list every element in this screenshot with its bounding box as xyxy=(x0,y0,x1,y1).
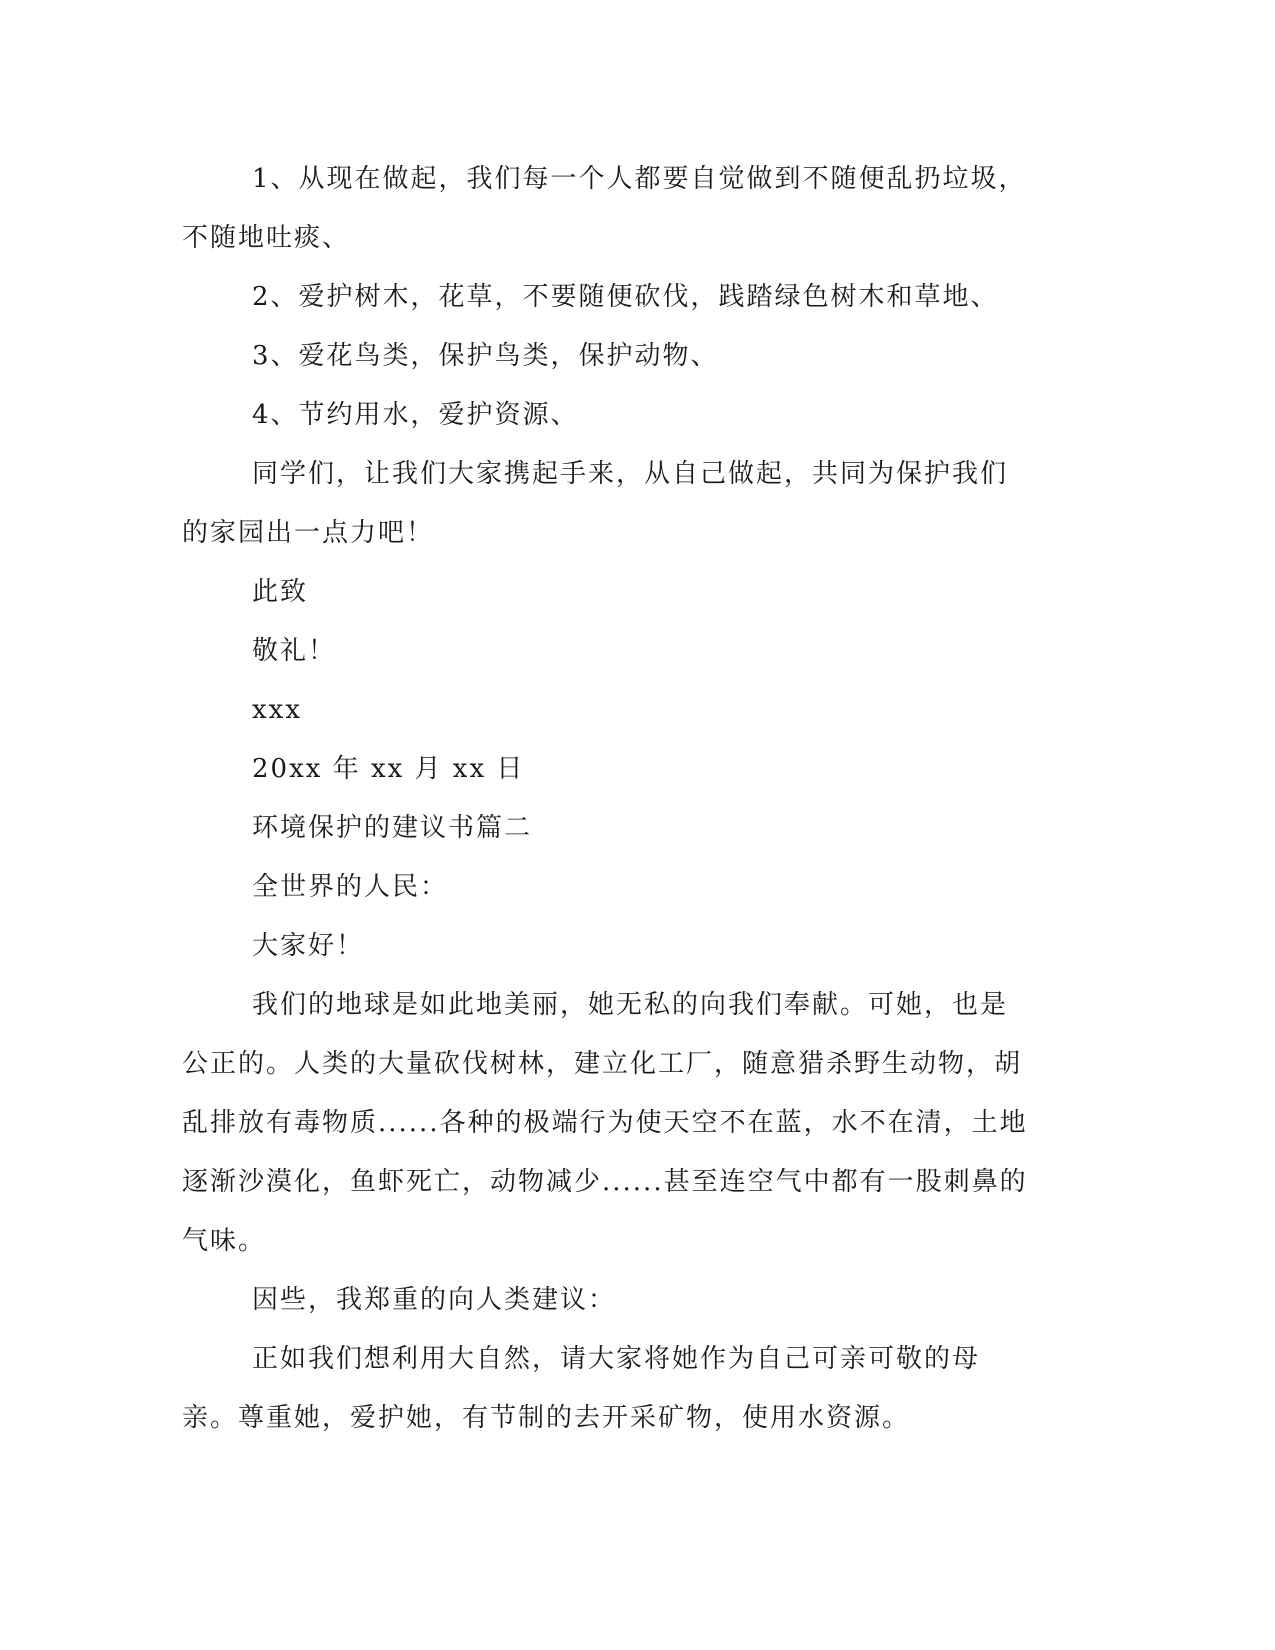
greeting-recipient: 全世界的人民： xyxy=(252,872,449,902)
signature-date: 20xx 年 xx 月 xx 日 xyxy=(252,754,525,784)
paragraph-item-1: 1、从现在做起，我们每一个人都要自觉做到不随便乱扔垃圾，不随地吐痰、 xyxy=(182,164,1027,253)
paragraph-call-to-action: 同学们，让我们大家携起手来，从自己做起，共同为保护我们的家园出一点力吧！ xyxy=(182,459,1009,548)
signature-name: xxx xyxy=(252,695,302,725)
document-page xyxy=(182,150,1034,1448)
paragraph-proposal-body: 正如我们想利用大自然，请大家将她作为自己可亲可敬的母亲。尊重她，爱护她，有节制的去开采矿物，使用水资源。 xyxy=(182,1344,981,1433)
paragraph-item-3: 3、爱花鸟类，保护鸟类，保护动物、 xyxy=(252,341,719,371)
paragraph-item-4: 4、节约用水，爱护资源、 xyxy=(252,400,579,430)
section-title: 环境保护的建议书篇二 xyxy=(252,813,533,843)
closing-salutation: 此致 xyxy=(252,577,309,607)
closing-regards: 敬礼！ xyxy=(252,636,337,666)
paragraph-earth: 我们的地球是如此地美丽，她无私的向我们奉献。可她，也是公正的。人类的大量砍伐树林，建立化工厂，随意猎杀野生动物，胡乱排放有毒物质......各种的极端行为使天空不在蓝，水不在清，土地逐渐沙漠化，鱼虾死亡，动物减少......甚至连空气中都有一股刺鼻的气味。 xyxy=(182,990,1028,1256)
paragraph-proposal-intro: 因些，我郑重的向人类建议： xyxy=(252,1285,617,1315)
paragraph-item-2: 2、爱护树木，花草，不要随便砍伐，践踏绿色树木和草地、 xyxy=(252,282,999,312)
greeting-hello: 大家好！ xyxy=(252,931,365,961)
